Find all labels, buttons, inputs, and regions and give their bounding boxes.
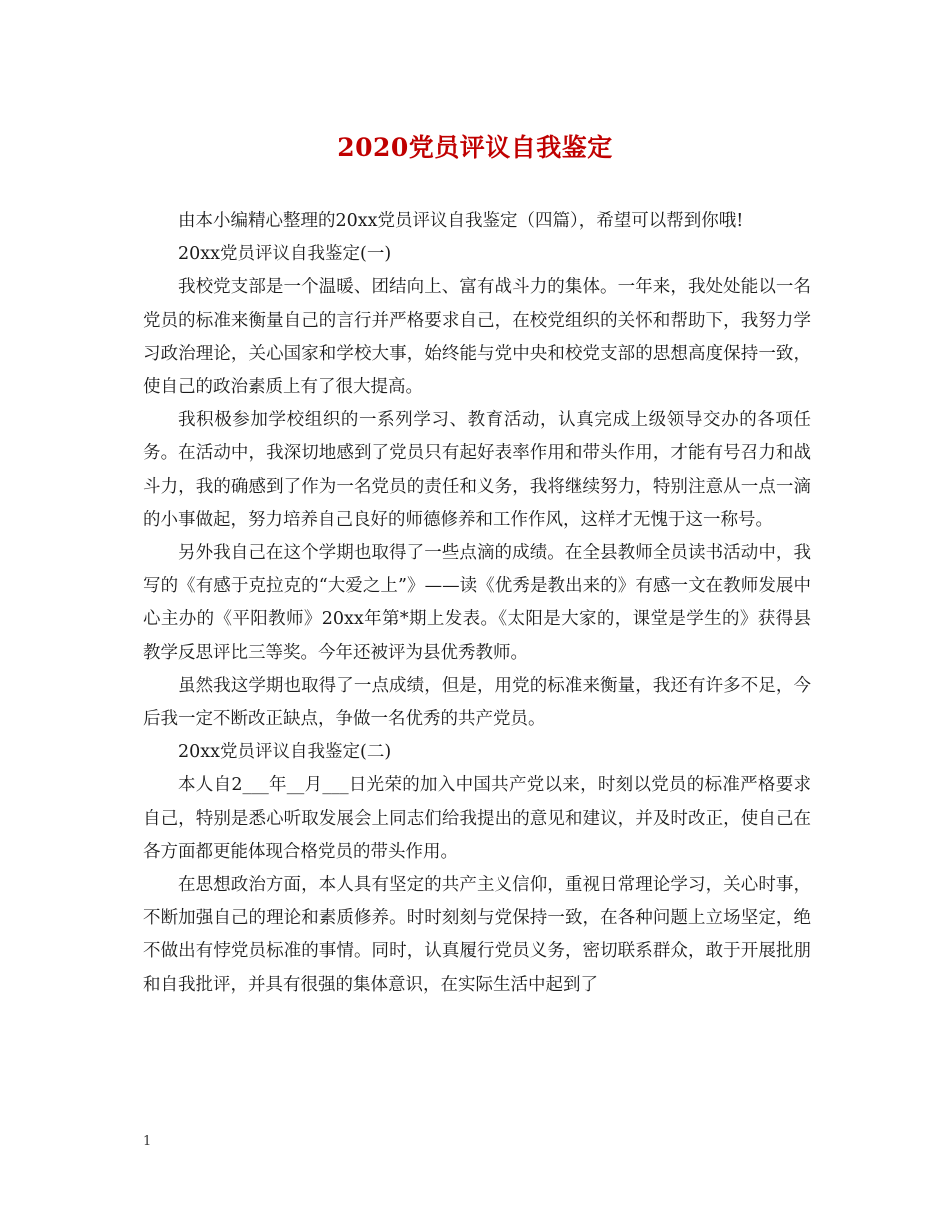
section-heading-1: 20xx党员评议自我鉴定(一) (178, 244, 392, 265)
page-number: 1 (143, 1134, 152, 1149)
paragraph: 另外我自己在这个学期也取得了一些点滴的成绩。在全县教师全员读书活动中，我写的《有感于克拉克的“大爱之上”》——读《优秀是教出来的》有感一文在教师发展中心主办的《平阳教师》20xx年第*期上发表。《太阳是大家的，课堂是学生的》获得县教学反思评比三等奖。今年还被评为县优秀教师。 (143, 543, 811, 663)
section-heading-2: 20xx党员评议自我鉴定(二) (178, 742, 392, 763)
paragraph: 虽然我这学期也取得了一点成绩，但是，用党的标准来衡量，我还有许多不足，今后我一定不断改正缺点，争做一名优秀的共产党员。 (143, 675, 811, 730)
paragraph: 我校党支部是一个温暖、团结向上、富有战斗力的集体。一年来，我处处能以一名党员的标准来衡量自己的言行并严格要求自己，在校党组织的关怀和帮助下，我努力学习政治理论，关心国家和学校大事，始终能与党中央和校党支部的思想高度保持一致，使自己的政治素质上有了很大提高。 (143, 277, 811, 398)
document-title: 2020党员评议自我鉴定 (337, 133, 613, 162)
paragraph-intro: 由本小编精心整理的20xx党员评议自我鉴定（四篇），希望可以帮到你哦! (178, 211, 744, 231)
document-body (143, 205, 811, 1002)
paragraph: 本人自2___年__月___日光荣的加入中国共产党以来，时刻以党员的标准严格要求自己，特别是悉心听取发展会上同志们给我提出的意见和建议，并及时改正，使自己在各方面都更能体现合格党员的带头作用。 (143, 775, 811, 862)
paragraph: 在思想政治方面，本人具有坚定的共产主义信仰，重视日常理论学习，关心时事，不断加强自己的理论和素质修养。时时刻刻与党保持一致，在各种问题上立场坚定，绝不做出有悖党员标准的事情。同时，认真履行党员义务，密切联系群众，敢于开展批朋和自我批评，并具有很强的集体意识，在实际生活中起到了 (143, 875, 811, 995)
paragraph: 我积极参加学校组织的一系列学习、教育活动，认真完成上级领导交办的各项任务。在活动中，我深切地感到了党员只有起好表率作用和带头作用，才能有号召力和战斗力，我的确感到了作为一名党员的责任和义务，我将继续努力，特别注意从一点一滴的小事做起，努力培养自己良好的师德修养和工作作风，这样才无愧于这一称号。 (143, 410, 811, 530)
